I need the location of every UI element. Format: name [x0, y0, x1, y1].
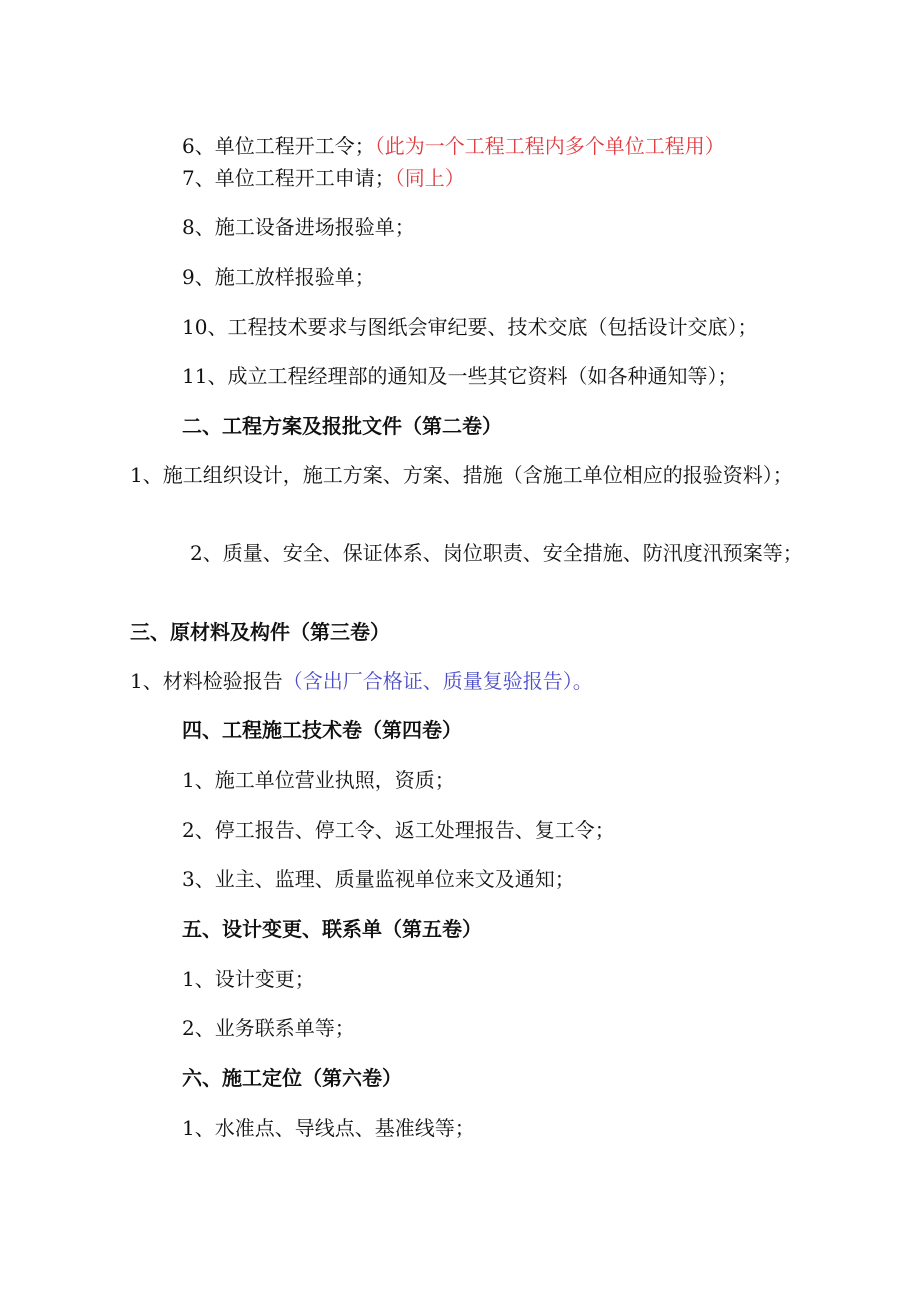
section-4-item-1: 1、施工单位营业执照，资质； [182, 768, 455, 792]
item-note: （含出厂合格证、质量复验报告）。 [282, 669, 593, 693]
section-4-item-3: 3、业主、监理、质量监视单位来文及通知； [182, 867, 575, 891]
item-9: 9、施工放样报验单； [182, 265, 375, 289]
section-3-heading: 三、原材料及构件（第三卷） [130, 620, 390, 644]
section-2-item-1: 1、施工组织设计，施工方案、方案、措施（含施工单位相应的报验资料）； [130, 463, 793, 487]
item-10: 10、工程技术要求与图纸会审纪要、技术交底（包括设计交底）； [182, 315, 758, 339]
item-11: 11、成立工程经理部的通知及一些其它资料（如各种通知等）； [182, 364, 738, 388]
item-6-unit-start-order [182, 134, 725, 158]
section-5-heading: 五、设计变更、联系单（第五卷） [182, 917, 482, 941]
item-text: 1、材料检验报告 [130, 669, 283, 693]
item-text: 7、单位工程开工申请； [182, 166, 395, 190]
section-5-item-1: 1、设计变更； [182, 967, 315, 991]
section-2-heading: 二、工程方案及报批文件（第二卷） [182, 414, 502, 438]
item-note: （此为一个工程工程内多个单位工程用） [374, 134, 725, 158]
section-5-item-2: 2、业务联系单等； [182, 1016, 355, 1040]
section-6-item-1: 1、水准点、导线点、基准线等； [182, 1116, 475, 1140]
section-2-item-2: 2、质量、安全、保证体系、岗位职责、安全措施、防汛度汛预案等； [190, 541, 803, 565]
item-7-unit-start-application [182, 166, 465, 190]
section-3-item-1 [130, 669, 593, 693]
item-note: （同上） [394, 166, 465, 190]
item-text: 6、单位工程开工令； [182, 134, 375, 158]
section-4-item-2: 2、停工报告、停工令、返工处理报告、复工令； [182, 818, 615, 842]
item-8: 8、施工设备进场报验单； [182, 215, 415, 239]
section-6-heading: 六、施工定位（第六卷） [182, 1066, 402, 1090]
section-4-heading: 四、工程施工技术卷（第四卷） [182, 718, 462, 742]
